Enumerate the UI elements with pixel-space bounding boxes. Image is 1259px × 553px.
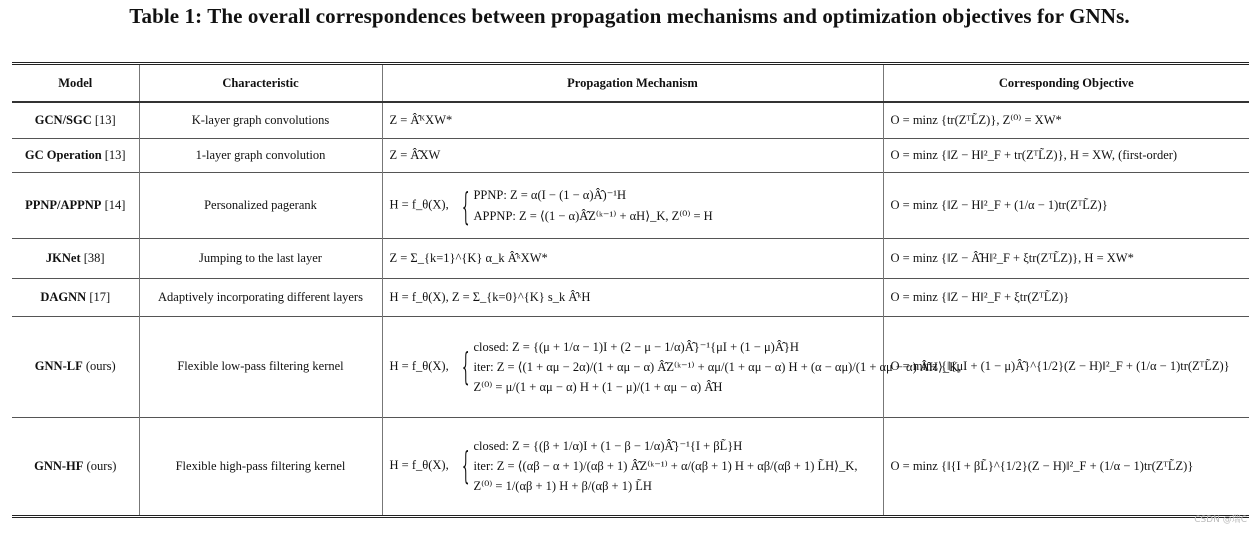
model-cell (12, 138, 139, 172)
case-line: APPNP: Z = ⟨(1 − α)Â̂Z⁽ᵏ⁻¹⁾ + αH⟩_K, Z⁽⁰⁾ = H (473, 208, 713, 223)
model-cell (12, 417, 139, 516)
model-cite: [14] (104, 197, 126, 212)
case-line: PPNP: Z = α(I − (1 − α)Â̂)⁻¹H (473, 187, 627, 202)
objective-cell: O = minᴢ {‖Z − H‖²_F + (1/α − 1)tr(ZᵀL̃Z)} (883, 172, 1249, 238)
model-name: DAGNN (40, 289, 87, 304)
header-objective: Corresponding Objective (883, 64, 1249, 103)
header-row (12, 64, 1249, 103)
model-name: GCN/SGC (34, 112, 92, 127)
header-characteristic: Characteristic (139, 64, 382, 103)
characteristic-cell: Personalized pagerank (139, 172, 382, 238)
table-row (12, 278, 1249, 316)
propagation-cell (382, 316, 962, 417)
case-line: closed: Z = {(μ + 1/α − 1)I + (2 − μ − 1/α)Â̂}⁻¹{μI + (1 − μ)Â̂}H (473, 339, 799, 354)
propagation-prefix: H = f_θ(X), (389, 457, 449, 472)
propagation-cell: Z = Â̂XW (382, 138, 883, 172)
objective-cell: O = minᴢ {‖{I + βL̃}^{1/2}(Z − H)‖²_F + (1/α − 1)tr(ZᵀL̃Z)} (883, 417, 1249, 516)
model-cell (12, 238, 139, 278)
header-propagation: Propagation Mechanism (382, 64, 883, 103)
model-cite: [38] (83, 250, 105, 265)
model-cite: [13] (104, 147, 126, 162)
model-name: PPNP/APPNP (25, 197, 102, 212)
objective-cell: O = minᴢ {‖{μI + (1 − μ)Â̂}^{1/2}(Z − H)‖²_F + (1/α − 1)tr(ZᵀL̃Z)} (883, 316, 1249, 417)
case-line: Z⁽⁰⁾ = 1/(αβ + 1) H + β/(αβ + 1) L̃H (473, 479, 652, 493)
left-brace-icon: { (461, 344, 470, 389)
characteristic-cell: Flexible high-pass filtering kernel (139, 417, 382, 516)
case-line: closed: Z = {(β + 1/α)I + (1 − β − 1/α)Â̂}⁻¹{I + βL̃}H (473, 439, 743, 453)
case-line: iter: Z = ⟨(αβ − α + 1)/(αβ + 1) Â̂Z⁽ᵏ⁻¹⁾ + α/(αβ + 1) H + αβ/(αβ + 1) L̃H⟩_K, (473, 459, 858, 473)
left-brace-icon: { (461, 183, 470, 227)
case-line: iter: Z = ⟨(1 + αμ − 2α)/(1 + αμ − α) Â̂Z⁽ᵏ⁻¹⁾ + αμ/(1 + αμ − α) H + (α − αμ)/(1 + αμ − α) Â̂H⟩_K, (473, 359, 962, 374)
model-cite: (ours) (86, 458, 117, 473)
model-cell (12, 102, 139, 138)
table-row (12, 417, 1249, 516)
characteristic-cell: 1-layer graph convolution (139, 138, 382, 172)
characteristic-cell: Jumping to the last layer (139, 238, 382, 278)
model-name: GNN-LF (34, 359, 83, 373)
table-row (12, 102, 1249, 138)
left-brace-icon: { (461, 444, 470, 488)
objective-cell: O = minᴢ {‖Z − Â̂H‖²_F + ξtr(ZᵀL̃Z)}, H = XW* (883, 238, 1249, 278)
model-name: GNN-HF (34, 458, 84, 473)
cases-block (452, 183, 713, 227)
cases-block (452, 339, 961, 395)
characteristic-cell: Flexible low-pass filtering kernel (139, 316, 382, 417)
model-cite: [17] (89, 289, 111, 304)
table-row (12, 238, 1249, 278)
propagation-cell (382, 172, 883, 238)
propagation-cell: Z = Σ_{k=1}^{K} α_k Â̂ᵏXW* (382, 238, 883, 278)
table-row (12, 172, 1249, 238)
characteristic-cell: Adaptively incorporating different layers (139, 278, 382, 316)
objective-cell: O = minᴢ {‖Z − H‖²_F + tr(ZᵀL̃Z)}, H = XW, (first-order) (883, 138, 1249, 172)
propagation-cell: Z = Â̂ᴷXW* (382, 102, 883, 138)
watermark: CSDN @瑞C (1194, 515, 1247, 525)
objective-cell: O = minᴢ {‖Z − H‖²_F + ξtr(ZᵀL̃Z)} (883, 278, 1249, 316)
table-caption: Table 1: The overall correspondences between propagation mechanisms and optimization objectives for GNNs. (129, 4, 1130, 28)
table-row (12, 138, 1249, 172)
model-name: JKNet (45, 250, 81, 265)
table-row (12, 316, 1249, 417)
model-cell (12, 316, 139, 417)
propagation-prefix: H = f_θ(X), (389, 358, 449, 373)
model-cell (12, 172, 139, 238)
header-model: Model (12, 64, 139, 103)
objective-cell: O = minᴢ {tr(ZᵀL̃Z)}, Z⁽⁰⁾ = XW* (883, 102, 1249, 138)
characteristic-cell: K-layer graph convolutions (139, 102, 382, 138)
propagation-cell (382, 417, 883, 516)
case-line: Z⁽⁰⁾ = μ/(1 + αμ − α) H + (1 − μ)/(1 + αμ − α) Â̂H (473, 379, 723, 394)
propagation-prefix: H = f_θ(X), (389, 196, 449, 211)
model-cite: [13] (94, 112, 116, 127)
model-cite: (ours) (85, 359, 116, 373)
cases-block (452, 438, 858, 494)
correspondence-table (12, 62, 1249, 518)
model-cell (12, 278, 139, 316)
model-name: GC Operation (24, 147, 102, 162)
propagation-cell: H = f_θ(X), Z = Σ_{k=0}^{K} s_k Â̂ᵏH (382, 278, 883, 316)
